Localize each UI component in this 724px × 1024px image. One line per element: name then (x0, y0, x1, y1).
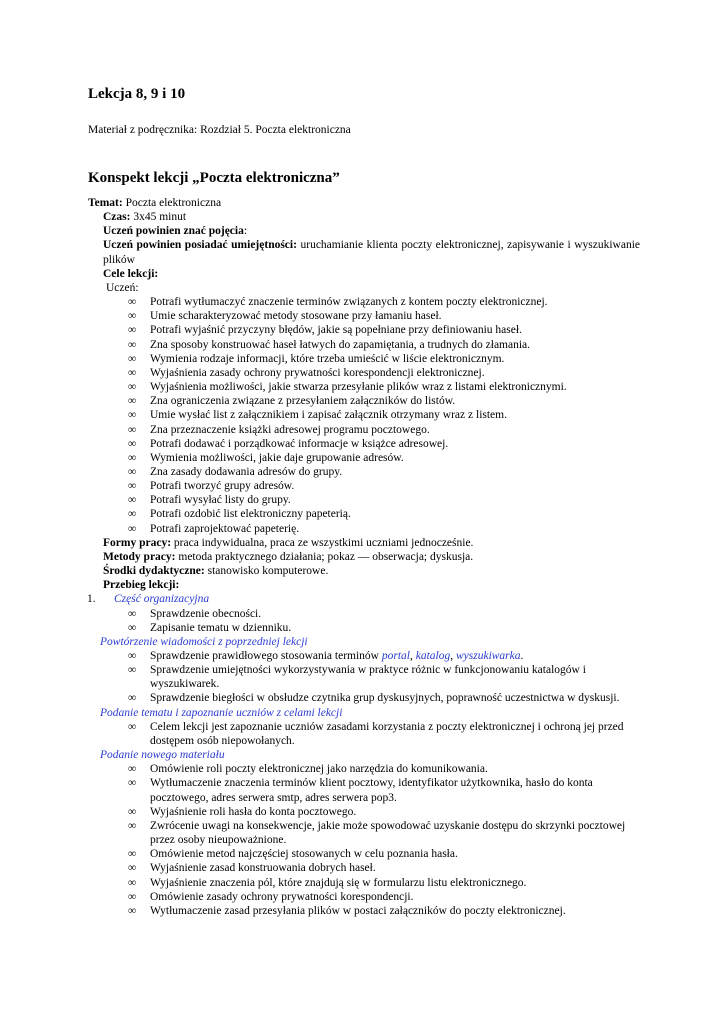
section-1-list (88, 607, 640, 635)
list-item: ∞ Wymienia rodzaje informacji, które trzeba umieścić w liście elektronicznym. (128, 352, 505, 365)
infinity-bullet-icon: ∞ (128, 763, 137, 776)
infinity-bullet-icon: ∞ (128, 805, 137, 818)
infinity-bullet-icon: ∞ (128, 876, 137, 889)
infinity-bullet-icon: ∞ (128, 890, 137, 903)
infinity-bullet-icon: ∞ (128, 324, 137, 337)
list-item: ∞ Umie scharakteryzować metody stosowane przy łamaniu haseł. (128, 310, 442, 323)
infinity-bullet-icon: ∞ (128, 862, 137, 875)
infinity-bullet-icon: ∞ (128, 692, 137, 705)
list-item: ∞ Potrafi wysyłać listy do grupy. (128, 494, 291, 507)
infinity-bullet-icon: ∞ (128, 366, 137, 379)
forms-line: Formy pracy: praca indywidualna, praca ze wszystkimi uczniami jednocześnie. (103, 536, 474, 549)
infinity-bullet-icon: ∞ (128, 621, 137, 634)
list-item: ∞ Sprawdzenie umiejętności wykorzystywania w praktyce różnic w funkcjonowaniu katalogów i wyszukiwarek. (128, 664, 586, 691)
list-item: ∞ Wytłumaczenie znaczenia terminów klient pocztowy, identyfikator użytkownika, hasło do konta pocztowego, adres serwera smtp, adres serwera pop3. (128, 777, 593, 804)
infinity-bullet-icon: ∞ (128, 395, 137, 408)
infinity-bullet-icon: ∞ (128, 494, 137, 507)
list-item: ∞ Potrafi wytłumaczyć znaczenie terminów związanych z kontem poczty elektronicznej. (128, 296, 548, 309)
course-heading: Przebieg lekcji: (103, 579, 180, 592)
section-2-list (88, 649, 640, 706)
list-item: ∞ Zna sposoby konstruować haseł łatwych do zapamiętania, a trudnych do złamania. (128, 338, 531, 351)
infinity-bullet-icon: ∞ (128, 664, 137, 677)
list-item: ∞ Zna ograniczenia związane z przesyłaniem załączników do listów. (128, 395, 456, 408)
means-line: Środki dydaktyczne: stanowisko komputerowe. (103, 565, 329, 578)
list-item: ∞ Celem lekcji jest zapoznanie uczniów zasadami korzystania z poczty elektronicznej i ochroną jej przed dostępem osób niepowołanych. (128, 720, 624, 747)
list-item: ∞ Sprawdzenie obecności. (128, 607, 262, 620)
list-item: ∞ Sprawdzenie prawidłowego stosowania terminów portal, katalog, wyszukiwarka. (128, 650, 524, 662)
list-item: ∞ Zapisanie tematu w dzienniku. (128, 621, 292, 634)
student-label: Uczeń: (106, 281, 139, 294)
goals-list (88, 295, 640, 536)
infinity-bullet-icon: ∞ (128, 338, 137, 351)
infinity-bullet-icon: ∞ (128, 480, 137, 493)
list-item: ∞ Zwrócenie uwagi na konsekwencje, jakie może spowodować uzyskanie dostępu do skrzynki pocztowej przez osoby nieupoważnione. (128, 819, 626, 847)
infinity-bullet-icon: ∞ (128, 848, 137, 861)
list-item: ∞ Omówienie roli poczty elektronicznej jako narzędzia do komunikowania. (128, 763, 488, 776)
concepts-line: Uczeń powinien znać pojęcia: (103, 225, 248, 238)
section-3-heading: Podanie tematu i zapoznanie uczniów z celami lekcji (100, 706, 343, 719)
infinity-bullet-icon: ∞ (128, 904, 137, 917)
list-item: ∞ Wyjaśnienia zasady ochrony prywatności korespondencji elektronicznej. (128, 366, 485, 379)
list-item: ∞ Potrafi tworzyć grupy adresów. (128, 480, 295, 493)
infinity-bullet-icon: ∞ (128, 310, 137, 323)
infinity-bullet-icon: ∞ (128, 296, 137, 309)
infinity-bullet-icon: ∞ (128, 465, 137, 478)
infinity-bullet-icon: ∞ (128, 437, 137, 450)
list-item: ∞ Wyjaśnienia możliwości, jakie stwarza przesyłanie plików wraz z listami elektronicznymi. (128, 381, 567, 394)
list-item: ∞ Potrafi ozdobić list elektroniczny papeterią. (128, 508, 351, 521)
list-item: ∞ Potrafi dodawać i porządkować informacje w książce adresowej. (128, 437, 449, 450)
infinity-bullet-icon: ∞ (128, 381, 137, 394)
skills-line: Uczeń powinien posiadać umiejętności: uruchamianie klienta poczty elektronicznej, zapisywanie i wyszukiwanie plików (103, 239, 641, 266)
infinity-bullet-icon: ∞ (128, 777, 137, 790)
section-3-list (88, 720, 640, 748)
list-item: ∞ Omówienie metod najczęściej stosowanych w celu poznania hasła. (128, 848, 458, 861)
section-4-list (88, 762, 640, 918)
list-item: ∞ Potrafi zaprojektować papeterię. (128, 522, 300, 535)
infinity-bullet-icon: ∞ (128, 352, 137, 365)
list-item: ∞ Wymienia możliwości, jakie daje grupowanie adresów. (128, 451, 404, 464)
list-item: ∞ Sprawdzenie biegłości w obsłudze czytnika grup dyskusyjnych, poprawność uczestnictwa w dyskusji. (128, 692, 620, 705)
infinity-bullet-icon: ∞ (128, 650, 137, 662)
list-item: ∞ Wytłumaczenie zasad przesyłania plików w postaci załączników do poczty elektronicznej. (128, 904, 566, 917)
goals-heading: Cele lekcji: (103, 267, 159, 280)
lesson-title: Lekcja 8, 9 i 10 (88, 86, 186, 102)
document-body (88, 196, 640, 918)
infinity-bullet-icon: ∞ (128, 409, 137, 422)
time-line: Czas: 3x45 minut (103, 211, 187, 224)
section-2-heading: Powtórzenie wiadomości z poprzedniej lekcji (100, 635, 308, 648)
list-item: ∞ Wyjaśnienie znaczenia pól, które znajdują się w formularzu listu elektronicznego. (128, 876, 527, 889)
section-1-heading: 1. Część organizacyjna (87, 593, 210, 606)
list-item: ∞ Wyjaśnienie zasad konstruowania dobrych haseł. (128, 862, 376, 875)
infinity-bullet-icon: ∞ (128, 451, 137, 464)
infinity-bullet-icon: ∞ (128, 423, 137, 436)
list-item: ∞ Zna zasady dodawania adresów do grupy. (128, 465, 343, 478)
list-item: ∞ Wyjaśnienie roli hasła do konta pocztowego. (128, 805, 357, 818)
infinity-bullet-icon: ∞ (128, 607, 137, 620)
outline-title: Konspekt lekcji „Poczta elektroniczna” (88, 170, 340, 186)
infinity-bullet-icon: ∞ (128, 522, 137, 535)
topic-line: Temat: Poczta elektroniczna (88, 197, 222, 209)
infinity-bullet-icon: ∞ (128, 508, 137, 521)
section-4-heading: Podanie nowego materiału (100, 749, 225, 762)
methods-line: Metody pracy: metoda praktycznego działania; pokaz — obserwacja; dyskusja. (103, 550, 474, 563)
list-item: ∞ Omówienie zasady ochrony prywatności korespondencji. (128, 890, 414, 903)
infinity-bullet-icon: ∞ (128, 720, 137, 733)
list-item: ∞ Umie wysłać list z załącznikiem i zapisać załącznik otrzymany wraz z listem. (128, 409, 507, 422)
material-source: Materiał z podręcznika: Rozdział 5. Poczta elektroniczna (88, 124, 351, 136)
list-item: ∞ Zna przeznaczenie książki adresowej programu pocztowego. (128, 423, 430, 436)
list-item: ∞ Potrafi wyjaśnić przyczyny błędów, jakie są popełniane przy definiowaniu haseł. (128, 324, 522, 337)
infinity-bullet-icon: ∞ (128, 819, 137, 832)
